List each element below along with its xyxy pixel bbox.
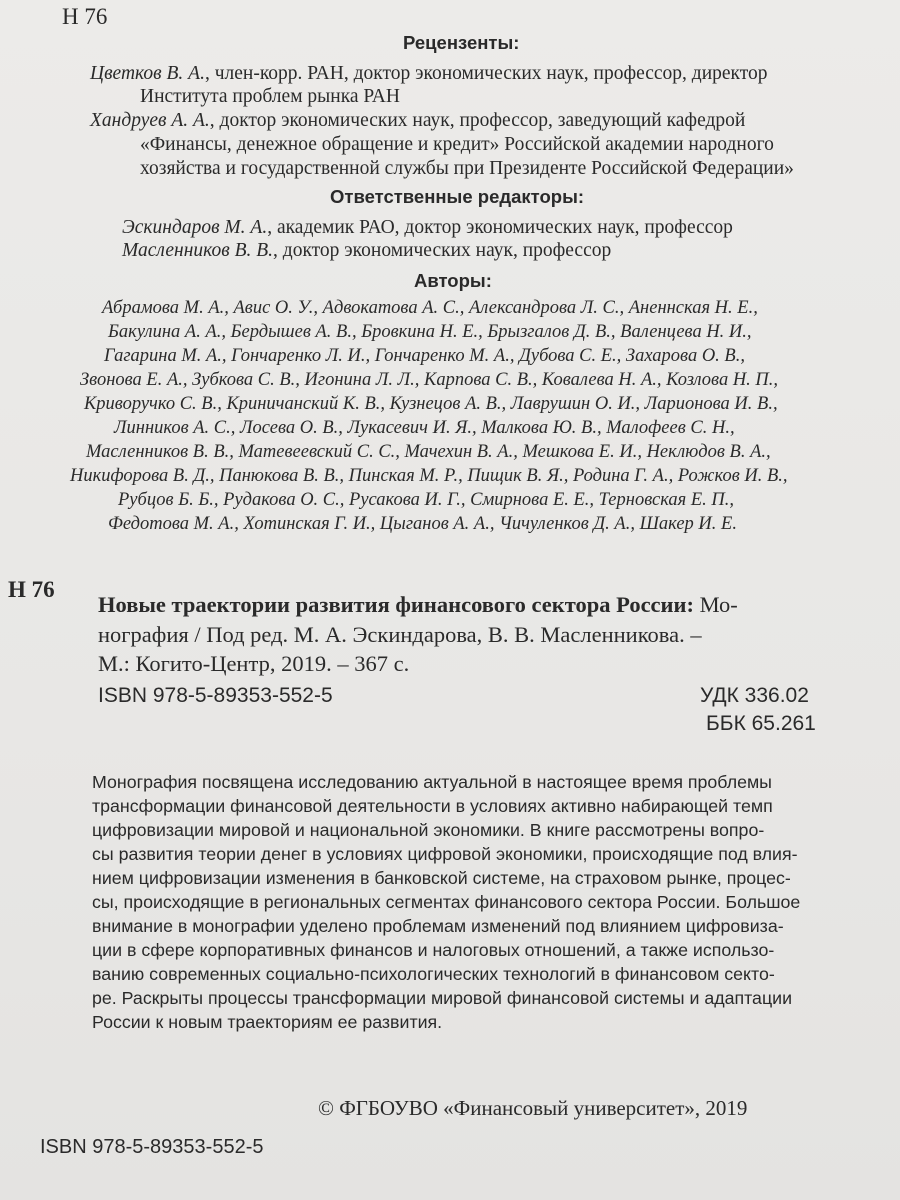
abstract-line: ции в сфере корпоративных финансов и налоговых отношений, а также использо- <box>92 940 775 960</box>
reviewer-2-line-2: «Финансы, денежное обращение и кредит» Российской академии народного <box>140 134 774 155</box>
isbn-bottom: ISBN 978-5-89353-552-5 <box>40 1136 264 1158</box>
index-code-top: Н 76 <box>62 4 108 29</box>
reviewer-1-name: Цветков В. А. <box>90 63 205 84</box>
authors-line: Никифорова В. Д., Панюкова В. В., Пинская М. Р., Пищик В. Я., Родина Г. А., Рожков И. В., <box>70 466 788 486</box>
udk-code: УДК 336.02 <box>700 684 809 707</box>
catalog-title-line-1 <box>98 592 738 618</box>
authors-line: Звонова Е. А., Зубкова С. В., Игонина Л. Л., Карпова С. В., Ковалева Н. А., Козлова Н. П., <box>80 370 779 390</box>
authors-line: Линников А. С., Лосева О. В., Лукасевич И. Я., Малкова Ю. В., Малофеев С. Н., <box>114 418 735 438</box>
authors-line: Криворучко С. В., Криничанский К. В., Кузнецов А. В., Лаврушин О. И., Ларионова И. В., <box>84 394 778 414</box>
authors-line: Федотова М. А., Хотинская Г. И., Цыганов А. А., Чичуленков Д. А., Шакер И. Е. <box>108 514 737 534</box>
abstract-line: нием цифровизации изменения в банковской системе, на страховом рынке, процес- <box>92 868 791 888</box>
reviewer-2-name: Хандруев А. А. <box>90 110 210 131</box>
abstract-line: Монография посвящена исследованию актуальной в настоящее время проблемы <box>92 772 772 792</box>
abstract-line: трансформации финансовой деятельности в условиях активно набирающей темп <box>92 796 773 816</box>
authors-line: Бакулина А. А., Бердышев А. В., Бровкина Н. Е., Брызгалов Д. В., Валенцева Н. И., <box>108 322 752 342</box>
reviewer-2-line-1 <box>90 110 745 132</box>
editor-1 <box>122 217 733 239</box>
index-code-main: Н 76 <box>8 577 55 602</box>
editor-2-text: , доктор экономических наук, профессор <box>273 240 612 261</box>
reviewers-heading: Рецензенты: <box>403 32 520 53</box>
catalog-title-rest: Мо- <box>693 592 738 617</box>
reviewer-1-line-1 <box>90 63 768 85</box>
catalog-title-line-2: нография / Под ред. М. А. Эскиндарова, В. В. Масленникова. – <box>98 622 702 647</box>
bbk-code: ББК 65.261 <box>706 712 816 735</box>
catalog-title-line-3: М.: Когито-Центр, 2019. – 367 с. <box>98 651 410 676</box>
editor-1-name: Эскиндаров М. А. <box>122 217 268 238</box>
abstract-line: цифровизации мировой и национальной экономики. В книге рассмотрены вопро- <box>92 820 765 840</box>
editors-heading: Ответственные редакторы: <box>330 186 585 207</box>
authors-line: Рубцов Б. Б., Рудакова О. С., Русакова И. Г., Смирнова Е. Е., Терновская Е. П., <box>118 490 735 510</box>
abstract-line: России к новым траекториям ее развития. <box>92 1012 443 1032</box>
reviewer-1-line-2: Института проблем рынка РАН <box>140 86 400 107</box>
book-title: Новые траектории развития финансового сектора России: <box>98 592 694 617</box>
reviewer-1-text: , член-корр. РАН, доктор экономических наук, профессор, директор <box>204 63 768 84</box>
abstract-line: сы, происходящие в региональных сегментах финансового сектора России. Большое <box>92 892 801 912</box>
authors-line: Гагарина М. А., Гончаренко Л. И., Гончаренко М. А., Дубова С. Е., Захарова О. В., <box>104 346 745 366</box>
editor-2-name: Масленников В. В. <box>122 240 274 261</box>
reviewer-2-line-3: хозяйства и государственной службы при Президенте Российской Федерации» <box>140 158 794 179</box>
editor-2 <box>122 240 611 262</box>
reviewer-2-text: , доктор экономических наук, профессор, заведующий кафедрой <box>209 110 746 131</box>
authors-heading: Авторы: <box>414 270 492 291</box>
catalog-isbn: ISBN 978-5-89353-552-5 <box>98 684 333 707</box>
abstract-line: внимание в монографии уделено проблемам изменений под влиянием цифровиза- <box>92 916 784 936</box>
abstract-line: сы развития теории денег в условиях цифровой экономики, происходящие под влия- <box>92 844 798 864</box>
abstract-line: ванию современных социально-психологических технологий в финансовом секто- <box>92 964 775 984</box>
abstract-line: ре. Раскрыты процессы трансформации мировой финансовой системы и адаптации <box>92 988 792 1008</box>
copyright-notice: © ФГБОУВО «Финансовый университет», 2019 <box>318 1096 748 1120</box>
authors-line: Масленников В. В., Матевеевский С. С., Мачехин В. А., Мешкова Е. И., Неклюдов В. А., <box>86 442 771 462</box>
editor-1-text: , академик РАО, доктор экономических наук, профессор <box>267 217 733 238</box>
authors-line: Абрамова М. А., Авис О. У., Адвокатова А. С., Александрова Л. С., Аненнская Н. Е., <box>102 298 758 318</box>
